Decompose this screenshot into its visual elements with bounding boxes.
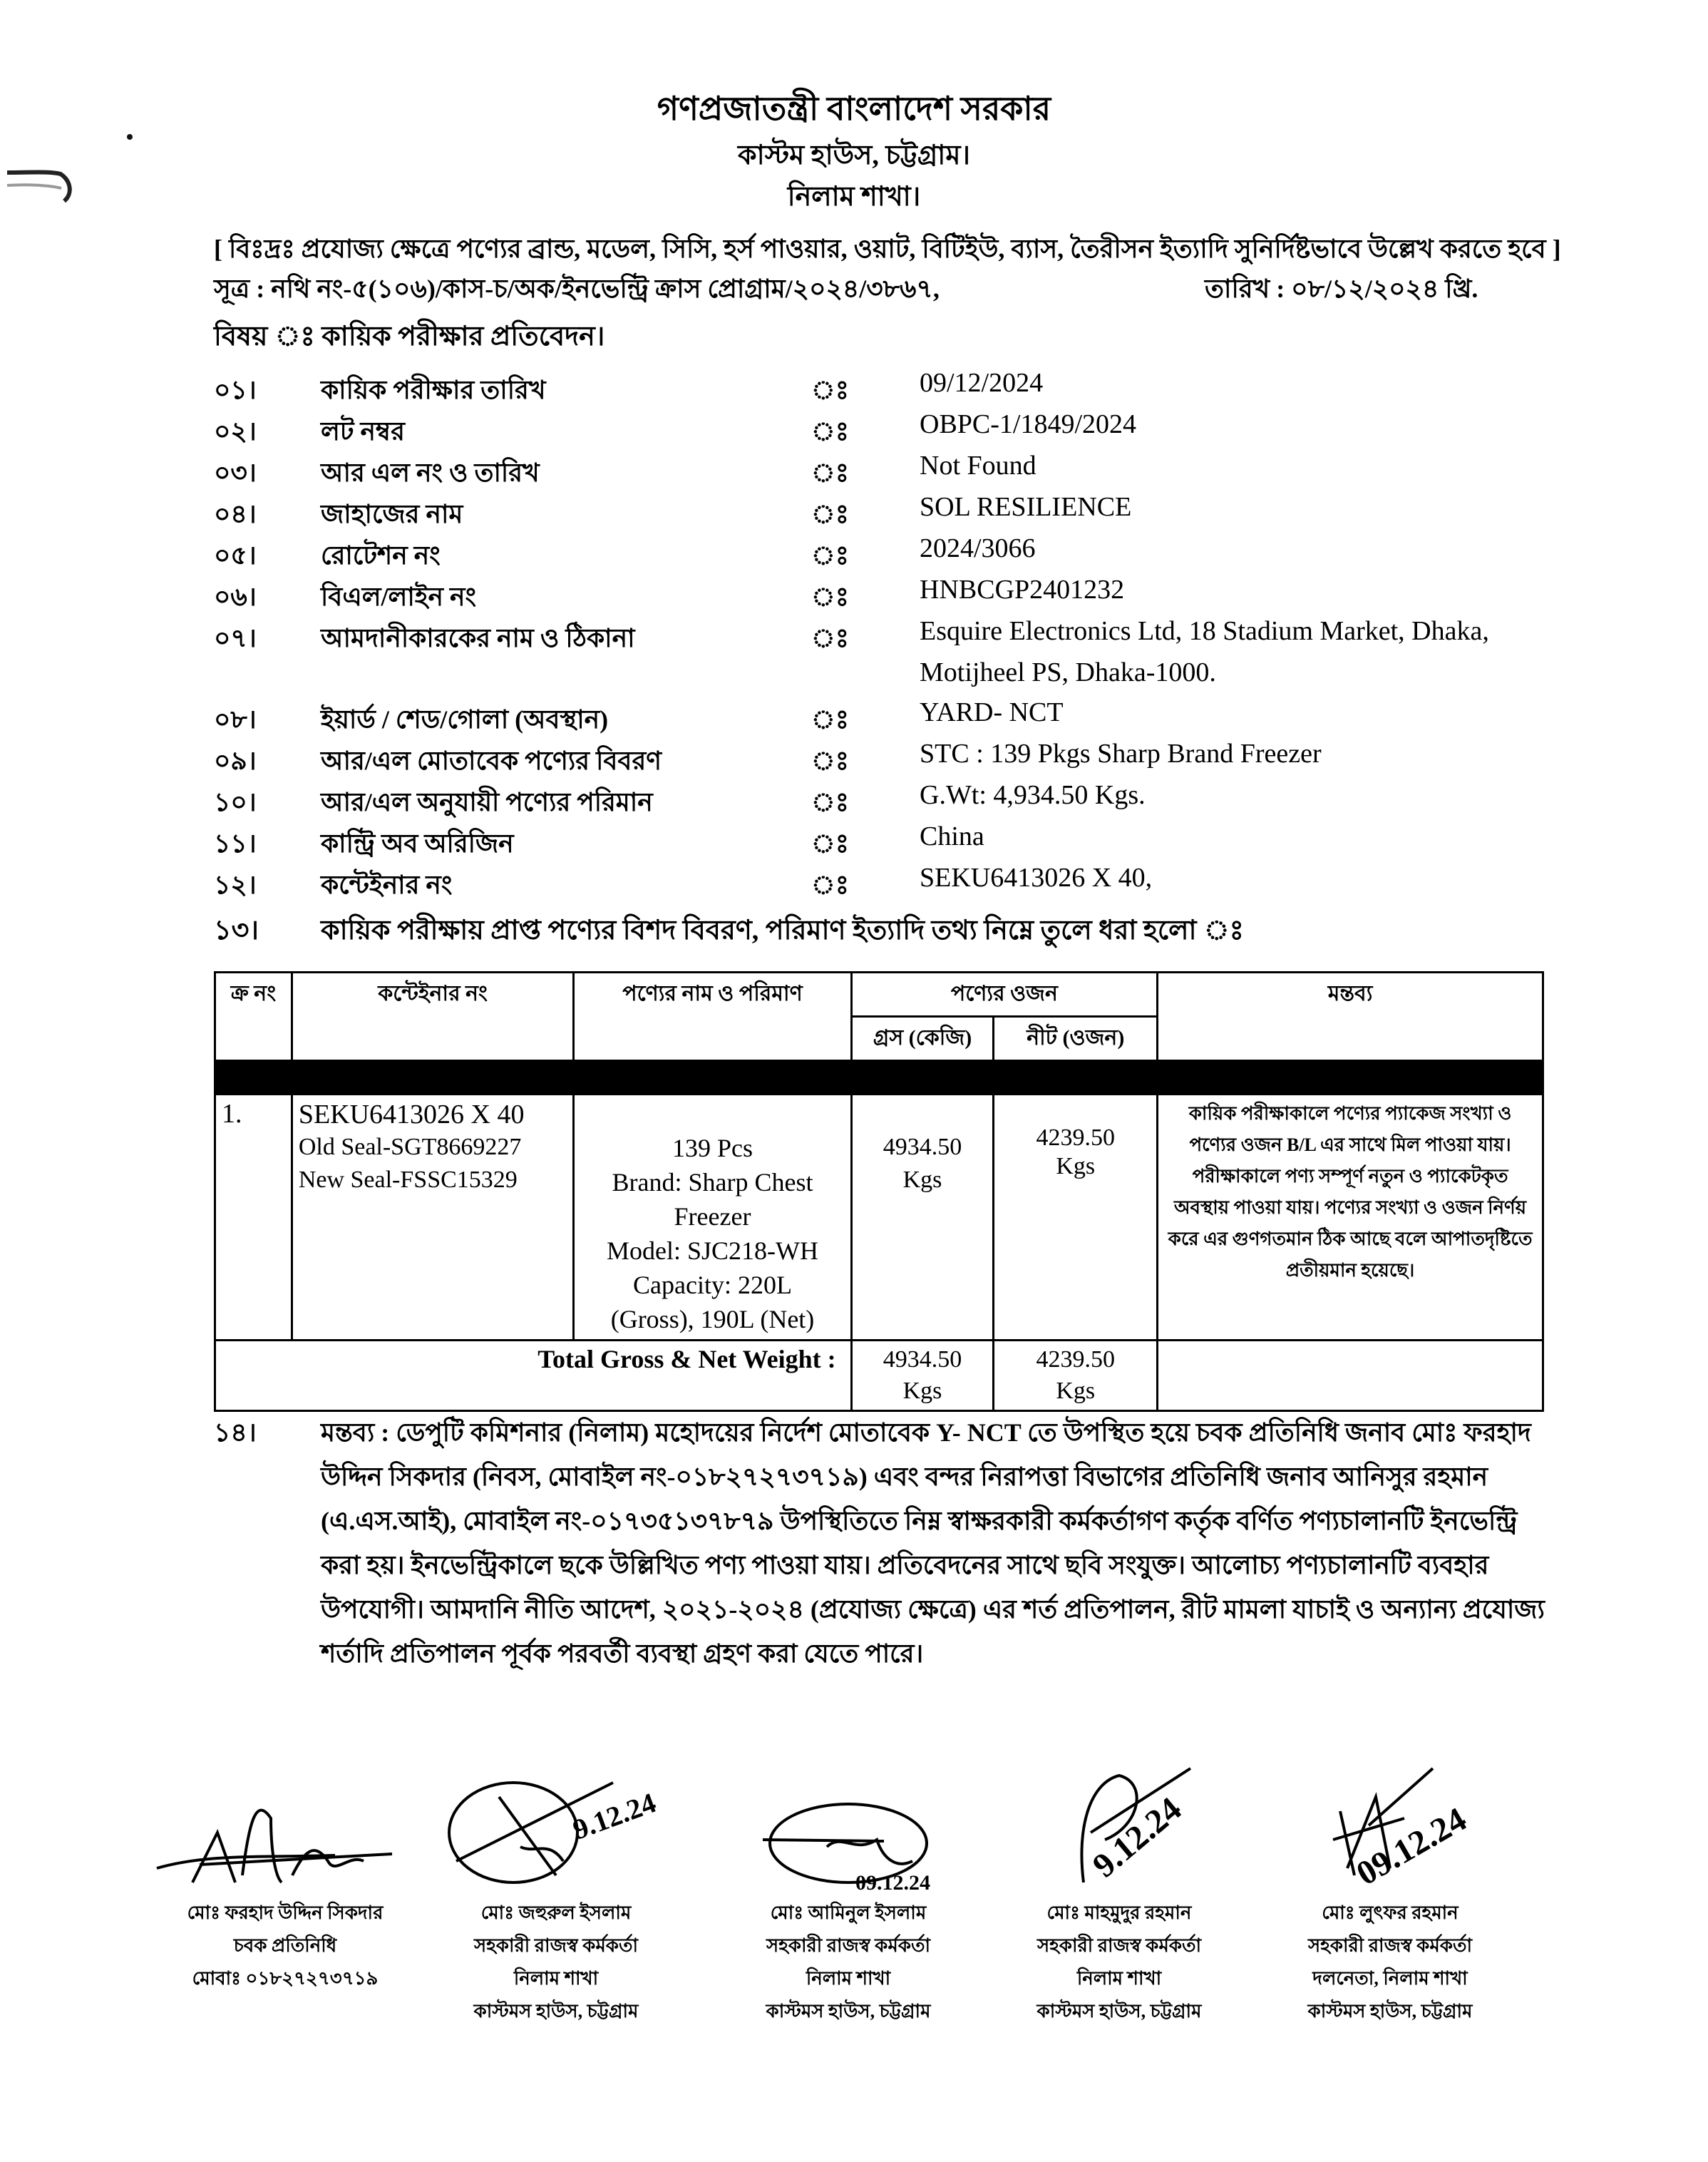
field-label: কন্টেইনার নং [321, 871, 453, 899]
new-seal: New Seal-FSSC15329 [298, 1167, 518, 1193]
old-seal: Old Seal-SGT8669227 [298, 1134, 522, 1160]
field-number: ০৬। [214, 583, 257, 611]
row-serial: 1. [215, 1095, 292, 1341]
signatory-title: চবক প্রতিনিধি [233, 1935, 337, 1956]
table-divider-bar [215, 1061, 1543, 1095]
total-gross-value: 4934.50 [883, 1346, 962, 1373]
total-net [994, 1341, 1158, 1411]
field-value: SEKU6413026 X 40, [920, 863, 1153, 893]
total-gross-unit: Kgs [902, 1378, 942, 1404]
field-label: জাহাজের নাম [321, 500, 463, 528]
field-value: SOL RESILIENCE [920, 492, 1132, 522]
net-unit: Kgs [1056, 1153, 1096, 1179]
signatory-4 [977, 1754, 1262, 2028]
field-separator: ঃ [811, 541, 849, 570]
goods-quantity: 139 Pcs [672, 1134, 753, 1162]
field-value: China [920, 821, 984, 851]
signatory-2 [413, 1754, 699, 2028]
net-value: 4239.50 [1036, 1124, 1116, 1151]
field-number: ১১। [214, 829, 257, 858]
signatory-office: কাস্টমস হাউস, চট্টগ্রাম [766, 2001, 931, 2022]
header-serial: ক্র নং [215, 973, 292, 1061]
field-label: রোটেশন নং [321, 541, 441, 570]
goods-brand: Brand: Sharp Chest [612, 1168, 813, 1197]
field-label: লট নম্বর [321, 417, 405, 446]
field-label: বিএল/লাইন নং [321, 583, 477, 611]
signatory-office: কাস্টমস হাউস, চট্টগ্রাম [473, 2001, 639, 2022]
field-separator: ঃ [811, 417, 849, 446]
header-weight: পণ্যের ওজন [851, 973, 1157, 1017]
total-net-value: 4239.50 [1036, 1346, 1116, 1373]
gross-unit: Kgs [902, 1167, 942, 1193]
signatory-title: সহকারী রাজস্ব কর্মকর্তা [473, 1935, 639, 1956]
signature-5-date: 09.12.24 [1350, 1800, 1473, 1893]
field-separator: ঃ [811, 705, 849, 734]
row-gross [851, 1095, 994, 1341]
total-gross [851, 1341, 994, 1411]
goods-capacity: Capacity: 220L [633, 1271, 792, 1299]
signature-1 [150, 1790, 421, 1897]
signatory-title: সহকারী রাজস্ব কর্মকর্তা [1307, 1935, 1473, 1956]
total-net-unit: Kgs [1056, 1378, 1096, 1404]
row-goods [574, 1095, 851, 1341]
field-separator: ঃ [811, 624, 849, 652]
office-name: কাস্টম হাউস, চট্টগ্রাম। [737, 140, 971, 170]
field-value: 2024/3066 [920, 533, 1036, 563]
field-value: 09/12/2024 [920, 368, 1044, 398]
signatory-name: মোঃ মাহমুদুর রহমান [1046, 1902, 1192, 1923]
field-value: G.Wt: 4,934.50 Kgs. [920, 780, 1146, 810]
goods-type: Freezer [674, 1202, 751, 1231]
field-separator: ঃ [811, 376, 849, 404]
signatory-5 [1247, 1754, 1533, 2028]
signatory-name: মোঃ আমিনুল ইসলাম [770, 1902, 927, 1923]
field-number: ০৪। [214, 500, 257, 528]
signatory-section: দলনেতা, নিলাম শাখা [1312, 1968, 1468, 1989]
container-number: SEKU6413026 X 40 [298, 1100, 525, 1129]
item-14-number: ১৪। [214, 1418, 257, 1447]
field-separator: ঃ [811, 583, 849, 611]
reference-number: সূত্র : নথি নং-৫(১০৬)/কাস-চ/অক/ইনভেন্ট্রি ক্রাস প্রোগ্রাম/২০২৪/৩৮৬৭, [214, 275, 940, 303]
signature-5 [1247, 1754, 1533, 1897]
inspection-table [214, 971, 1544, 1412]
signature-3 [713, 1790, 984, 1897]
signature-2 [413, 1754, 699, 1897]
gross-value: 4934.50 [883, 1134, 962, 1160]
signatory-name: মোঃ জহুরুল ইসলাম [480, 1902, 632, 1923]
field-number: ১০। [214, 788, 257, 816]
field-label: কায়িক পরীক্ষার তারিখ [321, 376, 546, 404]
header-goods: পণ্যের নাম ও পরিমাণ [574, 973, 851, 1061]
row-container [292, 1095, 574, 1341]
signature-4-date: 9.12.24 [1086, 1790, 1189, 1885]
field-number: ০৭। [214, 624, 257, 652]
field-value: Not Found [920, 451, 1036, 481]
field-separator: ঃ [811, 458, 849, 487]
instruction-note: [ বিঃদ্রঃ প্রযোজ্য ক্ষেত্রে পণ্যের ব্রান্ড, মডেল, সিসি, হর্স পাওয়ার, ওয়াট, বিটিইউ, ব্যাস, তৈরীসন ইত্যাদি সুনির্দিষ্টভাবে উল্লেখ করতে হবে ] [214, 235, 1561, 263]
field-value: Esquire Electronics Ltd, 18 Stadium Market, Dhaka, Motijheel PS, Dhaka-1000. [920, 616, 1489, 687]
item-14-text: মন্তব্য : ডেপুটি কমিশনার (নিলাম) মহোদয়ের নির্দেশ মোতাবেক Y- NCT তে উপস্থিত হয়ে চবক প্রতিনিধি জনাব মোঃ ফরহাদ উদ্দিন সিকদার (নিবস, মোবাইল নং-০১৮২৭২৭৩৭১৯) এবং বন্দর নিরাপত্তা বিভাগের প্রতিনিধি জনাব আনিসুর রহমান (এ.এস.আই), মোবাইল নং-০১৭৩৫১৩৭৮৭৯ উপস্থিতিতে নিম্ন স্বাক্ষরকারী কর্মকর্তাগণ কর্তৃক বর্ণিত পণ্যচালানটি ইনভেন্ট্রি করা হয়। ইনভেন্ট্রিকালে ছকে উল্লিখিত পণ্য পাওয়া যায়। প্রতিবেদনের সাথে ছবি সংযুক্ত। আলোচ্য পণ্যচালানটি ব্যবহার উপযোগী। আমদানি নীতি আদেশ, ২০২১-২০২৪ (প্রযোজ্য ক্ষেত্রে) এর শর্ত প্রতিপালন, রীট মামলা যাচাই ও অন্যান্য প্রযোজ্য শর্তাদি প্রতিপালন পূর্বক পরবর্তী ব্যবস্থা গ্রহণ করা যেতে পারে। [321, 1418, 1545, 1668]
signatory-office: কাস্টমস হাউস, চট্টগ্রাম [1036, 2001, 1202, 2022]
field-value: YARD- NCT [920, 697, 1064, 727]
signature-4 [977, 1754, 1262, 1897]
table-header-row [215, 973, 1543, 1017]
field-label: আমদানীকারকের নাম ও ঠিকানা [321, 624, 635, 652]
item-13-text: কায়িক পরীক্ষায় প্রাপ্ত পণ্যের বিশদ বিবরণ, পরিমাণ ইত্যাদি তথ্য নিম্নে তুলে ধরা হলো ঃ [321, 916, 1244, 946]
total-remarks [1158, 1341, 1543, 1411]
row-net [994, 1095, 1158, 1341]
signatory-name: মোঃ লুৎফর রহমান [1322, 1902, 1459, 1923]
reference-date: তারিখ : ০৮/১২/২০২৪ খ্রি. [1205, 275, 1478, 303]
total-label: Total Gross & Net Weight : [215, 1341, 852, 1411]
field-label: আর/এল অনুযায়ী পণ্যের পরিমান [321, 788, 653, 816]
goods-model: Model: SJC218-WH [607, 1236, 818, 1265]
signature-2-date: 9.12.24 [568, 1786, 660, 1846]
field-value: HNBCGP2401232 [920, 575, 1125, 605]
field-label: আর/এল মোতাবেক পণ্যের বিবরণ [321, 747, 662, 775]
field-separator: ঃ [811, 500, 849, 528]
signatory-title: সহকারী রাজস্ব কর্মকর্তা [766, 1935, 931, 1956]
table-total-row [215, 1341, 1543, 1411]
signatory-mobile: মোবাঃ ০১৮২৭২৭৩৭১৯ [192, 1968, 379, 1989]
field-number: ০২। [214, 417, 257, 446]
field-separator: ঃ [811, 788, 849, 816]
signatory-1 [143, 1790, 428, 1995]
field-number: ০১। [214, 376, 257, 404]
field-value: OBPC-1/1849/2024 [920, 409, 1137, 439]
header-gross: গ্রস (কেজি) [851, 1017, 994, 1061]
field-separator: ঃ [811, 871, 849, 899]
field-number: ০৫। [214, 541, 257, 570]
field-separator: ঃ [811, 829, 849, 858]
divider-cell [215, 1061, 1543, 1095]
header-remarks: মন্তব্য [1158, 973, 1543, 1061]
item-13 [214, 909, 1244, 955]
field-label: ইয়ার্ড / শেড/গোলা (অবস্থান) [321, 705, 609, 734]
field-label: আর এল নং ও তারিখ [321, 458, 540, 487]
table-row [215, 1095, 1543, 1341]
row-remarks: কায়িক পরীক্ষাকালে পণ্যের প্যাকেজ সংখ্যা ও পণ্যের ওজন B/L এর সাথে মিল পাওয়া যায়। পরীক্ষাকালে পণ্য সম্পূর্ণ নতুন ও প্যাকেটকৃত অবস্থায় পাওয়া যায়। পণ্যের সংখ্যা ও ওজন নির্ণয় করে এর গুণগতমান ঠিক আছে বলে আপাতদৃষ্টিতে প্রতীয়মান হয়েছে। [1158, 1095, 1543, 1341]
field-number: ০৩। [214, 458, 257, 487]
signatory-section: নিলাম শাখা [1076, 1968, 1162, 1989]
field-label: কান্ট্রি অব অরিজিন [321, 829, 514, 858]
signature-3-date: 09.12.24 [855, 1871, 930, 1895]
govt-title: গণপ্রজাতন্ত্রী বাংলাদেশ সরকার [657, 91, 1051, 127]
header-container: কন্টেইনার নং [292, 973, 574, 1061]
signatory-name: মোঃ ফরহাদ উদ্দিন সিকদার [187, 1902, 384, 1923]
field-separator: ঃ [811, 747, 849, 775]
signatory-section: নিলাম শাখা [806, 1968, 891, 1989]
signatory-office: কাস্টমস হাউস, চট্টগ্রাম [1307, 2001, 1473, 2022]
item-13-number: ১৩। [214, 916, 259, 946]
goods-capacity-detail: (Gross), 190L (Net) [610, 1305, 815, 1333]
field-number: ০৯। [214, 747, 257, 775]
section-name: নিলাম শাখা। [787, 182, 921, 212]
field-value: STC : 139 Pkgs Sharp Brand Freezer [920, 739, 1322, 769]
signatory-3 [706, 1790, 991, 2028]
field-number: ১২। [214, 871, 257, 899]
item-14 [214, 1410, 1554, 1676]
field-number: ০৮। [214, 705, 257, 734]
signatory-section: নিলাম শাখা [513, 1968, 599, 1989]
subject-line: বিষয় ঃ কায়িক পরীক্ষার প্রতিবেদন। [214, 322, 605, 352]
signatory-title: সহকারী রাজস্ব কর্মকর্তা [1036, 1935, 1202, 1956]
header-net: নীট (ওজন) [994, 1017, 1158, 1061]
